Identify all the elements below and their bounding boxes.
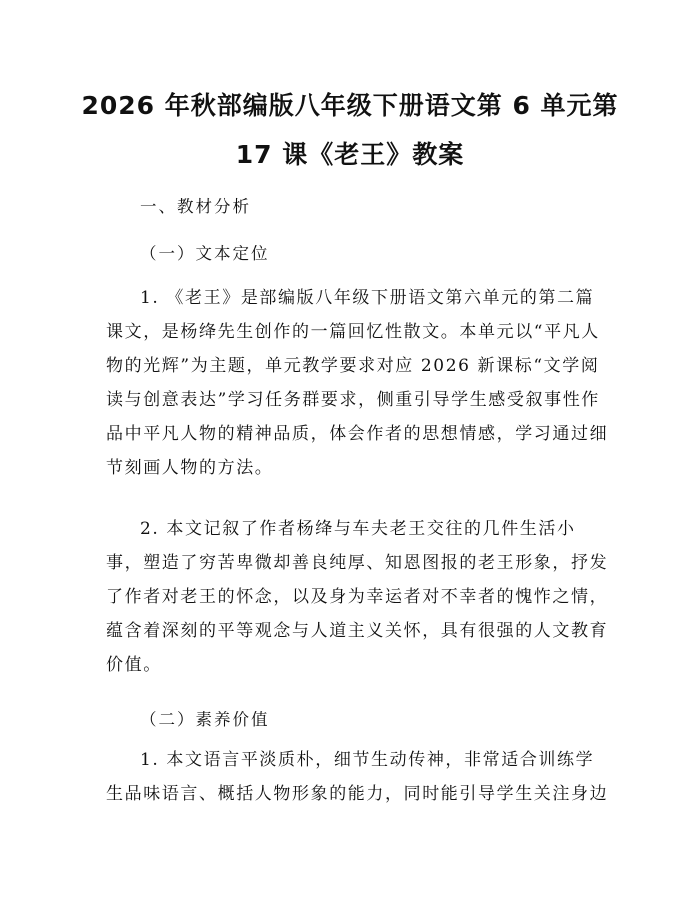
subsection-heading-literacy-value: （二）素养价值 <box>140 710 270 729</box>
paragraph-line: 价值。 <box>106 655 162 675</box>
paragraph-1 <box>106 281 609 485</box>
paragraph-line: 读与创意表达”学习任务群要求，侧重引导学生感受叙事性作 <box>106 390 600 410</box>
paragraph-line: 1. 《老王》是部编版八年级下册语文第六单元的第二篇 <box>140 288 595 308</box>
paragraph-line: 课文，是杨绛先生创作的一篇回忆性散文。本单元以“平凡人 <box>106 322 600 342</box>
paragraph-line: 生品味语言、概括人物形象的能力，同时能引导学生关注身边 <box>106 784 609 804</box>
paragraph-2 <box>106 512 609 682</box>
paragraph-line: 节刻画人物的方法。 <box>106 458 274 478</box>
paragraph-line: 事，塑造了穷苦卑微却善良纯厚、知恩图报的老王形象，抒发 <box>106 553 609 573</box>
paragraph-line: 物的光辉”为主题，单元教学要求对应 2026 新课标“文学阅 <box>106 356 600 376</box>
paragraph-line: 2. 本文记叙了作者杨绛与车夫老王交往的几件生活小 <box>140 519 576 539</box>
paragraph-line: 品中平凡人物的精神品质，体会作者的思想情感，学习通过细 <box>106 424 609 444</box>
document-title-line-2: 17 课《老王》教案 <box>235 140 465 169</box>
paragraph-3 <box>106 743 609 811</box>
paragraph-line: 1. 本文语言平淡质朴，细节生动传神，非常适合训练学 <box>140 750 595 770</box>
document-title-line-1: 2026 年秋部编版八年级下册语文第 6 单元第 <box>81 91 619 120</box>
subsection-heading-text-positioning: （一）文本定位 <box>140 244 270 263</box>
paragraph-line: 蕴含着深刻的平等观念与人道主义关怀，具有很强的人文教育 <box>106 621 609 641</box>
section-heading-textbook-analysis: 一、教材分析 <box>140 197 251 216</box>
paragraph-line: 了作者对老王的怀念，以及身为幸运者对不幸者的愧怍之情， <box>106 587 609 607</box>
